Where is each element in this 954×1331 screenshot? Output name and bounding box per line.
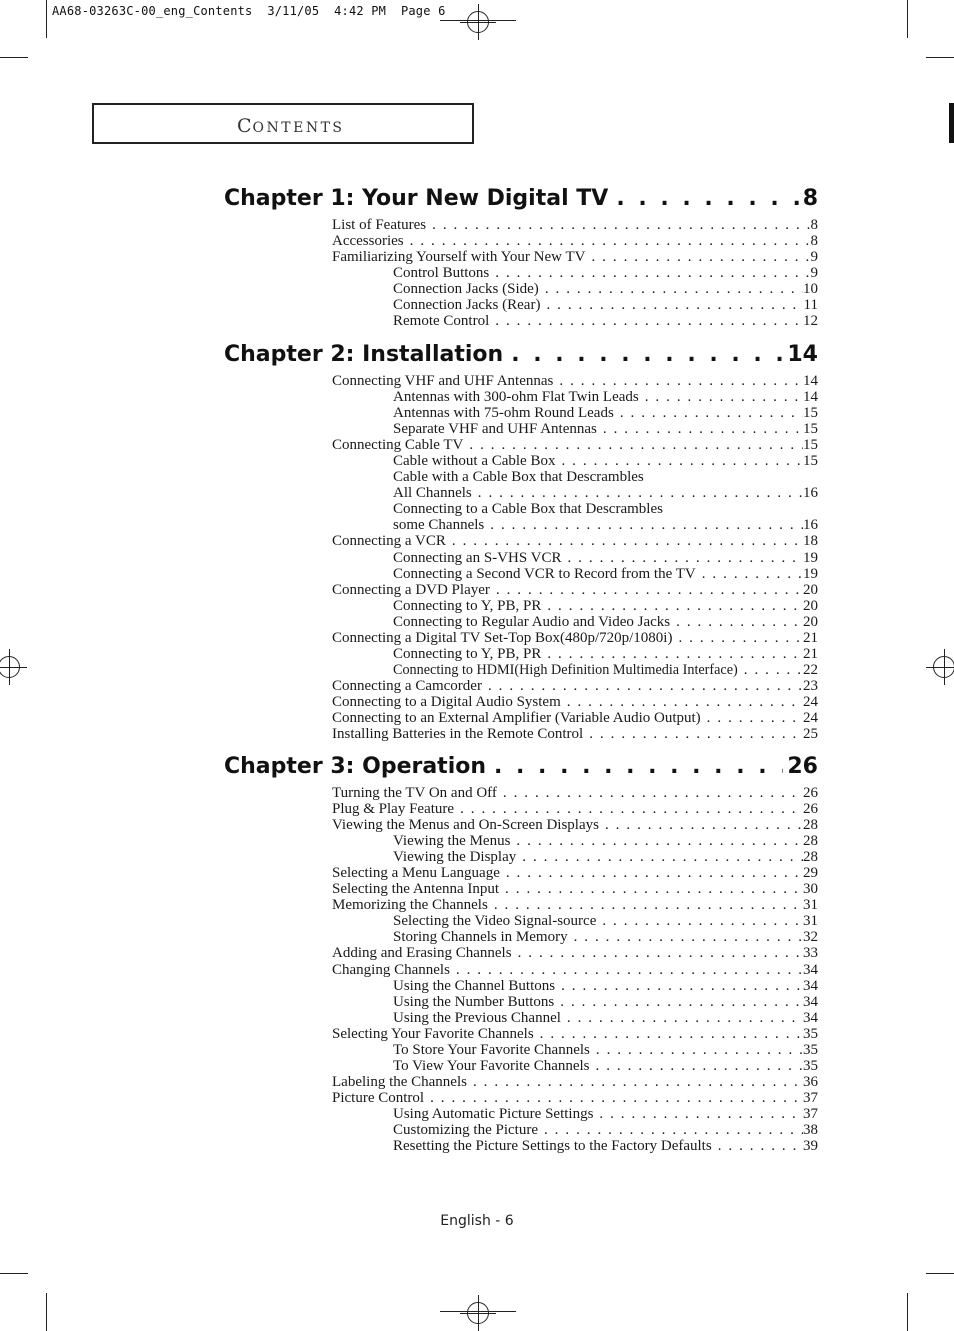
toc-entry-page: 16 <box>803 485 818 502</box>
leader-dots <box>404 233 811 249</box>
toc-entry-text: Using the Number Buttons <box>393 993 555 1010</box>
leader-dots <box>482 678 803 694</box>
toc-entry <box>332 865 818 881</box>
registration-mark-left-icon <box>0 656 20 678</box>
registration-mark-right-icon <box>933 656 954 678</box>
chapter-3-heading <box>224 754 818 780</box>
toc-entry-page: 35 <box>803 1025 818 1042</box>
toc-entry-text: Using Automatic Picture Settings <box>393 1105 594 1122</box>
chapter-page-number: 14 <box>787 342 818 367</box>
contents-header <box>237 115 345 137</box>
toc-entry <box>332 373 818 389</box>
toc-entry <box>332 881 818 897</box>
toc-entry <box>332 1026 818 1042</box>
toc-entry-page: 33 <box>803 945 818 962</box>
leader-dots <box>484 517 803 533</box>
leader-dots <box>593 1106 803 1122</box>
toc-entry-text: Selecting the Antenna Input <box>332 881 500 898</box>
toc-entry-page: 20 <box>803 581 818 598</box>
leader-dots <box>672 630 803 646</box>
toc-entry-text: Connecting to a Cable Box that Descrambles <box>393 501 663 518</box>
leader-dots <box>555 978 803 994</box>
toc-entry <box>332 962 818 978</box>
leader-dots <box>538 1122 803 1138</box>
toc-entry-page: 28 <box>803 833 818 850</box>
toc-subentry <box>332 421 818 437</box>
toc-entry-text: Storing Channels in Memory <box>393 929 568 946</box>
leader-dots <box>561 1010 803 1026</box>
toc-entry-page: 10 <box>803 281 818 298</box>
leader-dots <box>472 485 803 501</box>
leader-dots <box>670 614 803 630</box>
leader-dots <box>568 929 803 945</box>
chapter-leader-dots <box>608 186 798 212</box>
toc-entry-page: 19 <box>803 549 818 566</box>
toc-subentry <box>332 501 818 517</box>
leader-dots <box>534 1026 803 1042</box>
toc-entry <box>332 1074 818 1090</box>
leader-dots <box>499 881 803 897</box>
leader-dots <box>539 281 803 297</box>
print-slug: AA68-03263C-00_eng_Contents 3/11/05 4:42 PM Page 6 <box>52 4 446 18</box>
toc-subentry <box>332 1106 818 1122</box>
toc-entry-page: 26 <box>803 785 818 801</box>
registration-mark-top-icon <box>467 11 489 33</box>
leader-dots <box>510 833 803 849</box>
toc-entry <box>332 801 818 817</box>
toc-entry-page: 28 <box>803 817 818 834</box>
toc-entry-page: 14 <box>803 373 818 389</box>
toc-entry-text: Connecting to an External Amplifier (Variable Audio Output) <box>332 709 701 726</box>
toc-entry-text: Control Buttons <box>393 265 490 282</box>
leader-dots <box>489 265 810 281</box>
toc-entry-text: Using the Channel Buttons <box>393 977 556 994</box>
toc-entry-text: List of Features <box>332 217 427 233</box>
crop-mark-bottom-right-v <box>907 1293 908 1331</box>
toc-entry <box>332 945 818 961</box>
leader-dots <box>497 785 803 801</box>
toc-entry-text: Connecting to Regular Audio and Video Jacks <box>393 613 671 630</box>
toc-entry-text: Turning the TV On and Off <box>332 785 497 801</box>
toc-entry <box>332 582 818 598</box>
toc-subentry <box>332 1138 818 1154</box>
toc-entry-text: Connecting a DVD Player <box>332 581 490 598</box>
toc-entry-page: 16 <box>803 517 818 534</box>
leader-dots <box>516 849 803 865</box>
leader-dots <box>426 217 810 233</box>
leader-dots <box>541 646 803 662</box>
chapter-1-heading <box>224 186 818 212</box>
toc-entry-page: 29 <box>803 865 818 882</box>
toc-entry-text: Plug & Play Feature <box>332 801 455 818</box>
toc-entry-text: Selecting Your Favorite Channels <box>332 1025 534 1042</box>
toc-entry <box>332 533 818 549</box>
toc-entry-text: Antennas with 75-ohm Round Leads <box>393 405 614 422</box>
toc-entry-text: Viewing the Menus and On-Screen Displays <box>332 817 599 834</box>
toc-entry-text: Connecting an S-VHS VCR <box>393 549 562 566</box>
toc-subentry <box>332 550 818 566</box>
toc-entry-text: Cable with a Cable Box that Descrambles <box>393 469 644 486</box>
toc-entry-text: Installing Batteries in the Remote Control <box>332 726 584 743</box>
leader-dots <box>597 421 803 437</box>
toc-entry-page: 24 <box>803 709 818 726</box>
leader-dots <box>555 453 803 469</box>
toc-subentry <box>332 833 818 849</box>
chapter-2-entries <box>332 373 818 742</box>
toc-entry-text: Viewing the Display <box>393 849 517 866</box>
toc-entry-page: 38 <box>803 1121 818 1138</box>
leader-dots <box>512 945 803 961</box>
toc-subentry <box>332 1058 818 1074</box>
toc-entry-text: Connecting a Digital TV Set-Top Box(480p/720p/1080i) <box>332 629 673 646</box>
chapter-page-number: 26 <box>787 754 818 779</box>
toc-subentry <box>332 929 818 945</box>
crop-mark-top-left-v <box>46 0 47 38</box>
toc-subentry <box>332 1010 818 1026</box>
toc-entry <box>332 897 818 913</box>
toc-entry-text: Connecting to Y, PB, PR <box>393 645 542 662</box>
toc-entry-page: 12 <box>803 313 818 330</box>
toc-subentry <box>332 265 818 281</box>
toc-subentry <box>332 614 818 630</box>
toc-subentry <box>332 1042 818 1058</box>
toc-entry-page: 21 <box>803 645 818 662</box>
toc-entry-text: Connecting Cable TV <box>332 437 464 454</box>
toc-entry-page: 31 <box>803 897 818 914</box>
toc-entry-page: 35 <box>803 1057 818 1074</box>
toc-entry-page: 11 <box>803 297 818 314</box>
toc-entry-page: 32 <box>803 929 818 946</box>
leader-dots <box>599 817 803 833</box>
leader-dots <box>424 1090 803 1106</box>
chapter-3-entries <box>332 785 818 1154</box>
toc-entry-text: Resetting the Picture Settings to the Factory Defaults <box>393 1138 712 1155</box>
leader-dots <box>540 297 803 313</box>
toc-entry-text: Viewing the Menus <box>393 833 511 850</box>
toc-entry-page: 28 <box>803 849 818 866</box>
toc-entry-text: Accessories <box>332 233 404 250</box>
toc-entry-page: 26 <box>803 801 818 818</box>
toc-subentry <box>332 297 818 313</box>
leader-dots <box>488 897 803 913</box>
toc-entry-text: To Store Your Favorite Channels <box>393 1041 590 1058</box>
leader-dots <box>596 913 803 929</box>
toc-entry-page: 37 <box>803 1089 818 1106</box>
toc-subentry <box>332 598 818 614</box>
toc-subentry <box>332 849 818 865</box>
leader-dots <box>554 994 803 1010</box>
crop-mark-bottom-left-h <box>0 1273 28 1274</box>
toc-entry-text: Connecting a Camcorder <box>332 677 482 694</box>
toc-subentry <box>332 517 818 533</box>
toc-entry-text: Connecting VHF and UHF Antennas <box>332 373 554 389</box>
toc-entry-text: Connection Jacks (Side) <box>393 281 539 298</box>
leader-dots <box>590 1042 803 1058</box>
toc-subentry <box>332 389 818 405</box>
toc-entry-page: 8 <box>810 233 818 250</box>
leader-dots <box>585 249 810 265</box>
toc-entry-text: Connecting a VCR <box>332 533 446 550</box>
crop-mark-top-right-v <box>907 0 908 38</box>
toc-entry-page: 36 <box>803 1073 818 1090</box>
toc-entry <box>332 726 818 742</box>
toc-entry-text: Cable without a Cable Box <box>393 453 556 470</box>
toc-entry-text: Separate VHF and UHF Antennas <box>393 421 597 438</box>
toc-entry-text: Connecting to a Digital Audio System <box>332 693 561 710</box>
toc-entry-text: some Channels <box>393 517 485 534</box>
toc-entry-page: 34 <box>803 1009 818 1026</box>
leader-dots <box>500 865 803 881</box>
toc-subentry <box>332 994 818 1010</box>
toc-subentry <box>332 313 818 329</box>
leader-dots <box>583 726 803 742</box>
chapter-1-entries <box>332 217 818 329</box>
toc-entry-text: Remote Control <box>393 313 490 330</box>
toc-entry-text: Antennas with 300-ohm Flat Twin Leads <box>393 389 639 406</box>
toc-entry <box>332 817 818 833</box>
toc-entry-page: 19 <box>803 565 818 582</box>
toc-entry <box>332 437 818 453</box>
chapter-title: Chapter 1: Your New Digital TV <box>224 186 609 211</box>
toc-entry-text: Adding and Erasing Channels <box>332 945 512 962</box>
leader-dots <box>639 389 803 405</box>
toc-entry-text: Selecting the Video Signal-source <box>393 913 597 930</box>
toc-entry <box>332 233 818 249</box>
toc-entry-page: 9 <box>810 249 818 266</box>
toc-subentry <box>332 566 818 582</box>
leader-dots <box>454 801 803 817</box>
toc-entry-text: To View Your Favorite Channels <box>393 1057 590 1074</box>
toc-subentry <box>332 913 818 929</box>
leader-dots <box>446 533 803 549</box>
toc-entry-text: Memorizing the Channels <box>332 897 488 914</box>
leader-dots <box>701 710 803 726</box>
toc-entry <box>332 630 818 646</box>
toc-entry-page: 24 <box>803 693 818 710</box>
toc-entry-page: 20 <box>803 613 818 630</box>
toc-entry-page: 21 <box>803 629 818 646</box>
toc-entry-page: 34 <box>803 977 818 994</box>
toc-entry-page: 20 <box>803 597 818 614</box>
leader-dots <box>467 1074 803 1090</box>
leader-dots <box>712 1138 803 1154</box>
toc-entry-text: Selecting a Menu Language <box>332 865 500 882</box>
toc-entry-text: Connecting to HDMI(High Definition Multimedia Interface) <box>393 661 738 678</box>
toc-entry-page: 15 <box>803 421 818 438</box>
toc-entry-text: Customizing the Picture <box>393 1121 538 1138</box>
contents-header-box <box>92 103 474 144</box>
toc-subentry <box>332 646 818 662</box>
toc-entry-page: 15 <box>803 405 818 422</box>
toc-entry-page: 18 <box>803 533 818 550</box>
toc-entry <box>332 249 818 265</box>
toc-entry-page: 14 <box>803 389 818 406</box>
leader-dots <box>450 962 803 978</box>
chapter-leader-dots <box>486 754 783 780</box>
leader-dots <box>490 582 803 598</box>
toc-subentry <box>332 1122 818 1138</box>
crop-mark-bottom-right-h <box>926 1273 954 1274</box>
toc-entry-text: Connecting a Second VCR to Record from the TV <box>393 565 696 582</box>
toc-entry-text: Connecting to Y, PB, PR <box>393 597 542 614</box>
leader-dots <box>463 437 803 453</box>
toc-entry-page: 30 <box>803 881 818 898</box>
toc-subentry <box>332 485 818 501</box>
contents-header-initial: C <box>237 115 253 137</box>
toc-entry <box>332 1090 818 1106</box>
toc-entry-page: 15 <box>803 437 818 454</box>
toc-subentry <box>332 662 818 678</box>
toc-subentry <box>332 469 818 485</box>
toc-entry-page: 15 <box>803 453 818 470</box>
contents-header-rest: ONTENTS <box>252 120 345 136</box>
toc-entry-text: Connection Jacks (Rear) <box>393 297 541 314</box>
toc-entry <box>332 678 818 694</box>
toc-entry <box>332 785 818 801</box>
leader-dots <box>489 313 803 329</box>
leader-dots <box>553 373 803 389</box>
leader-dots <box>561 694 803 710</box>
toc-entry-text: Labeling the Channels <box>332 1073 467 1090</box>
leader-dots <box>561 550 803 566</box>
toc-subentry <box>332 978 818 994</box>
chapter-2-heading <box>224 342 818 368</box>
toc-entry-page: 31 <box>803 913 818 930</box>
toc-entry-text: Using the Previous Channel <box>393 1009 561 1026</box>
page-footer: English - 6 <box>440 1213 514 1229</box>
toc-entry-page: 8 <box>810 217 818 233</box>
page-edge-tab <box>949 103 954 143</box>
leader-dots <box>696 566 803 582</box>
chapter-leader-dots <box>503 342 783 368</box>
toc-entry-page: 35 <box>803 1041 818 1058</box>
crop-mark-bottom-left-v <box>46 1293 47 1331</box>
toc-entry-page: 9 <box>810 265 818 282</box>
toc-subentry <box>332 281 818 297</box>
leader-dots <box>541 598 803 614</box>
toc-entry-page: 37 <box>803 1105 818 1122</box>
chapter-title: Chapter 2: Installation <box>224 342 504 367</box>
toc-entry-page: 22 <box>803 661 818 678</box>
toc-entry-page: 23 <box>803 677 818 694</box>
toc-entry-text: Familiarizing Yourself with Your New TV <box>332 249 586 266</box>
chapter-title: Chapter 3: Operation <box>224 754 487 779</box>
toc-subentry <box>332 405 818 421</box>
crop-mark-top-right-h <box>926 57 954 58</box>
toc-entry-text: Changing Channels <box>332 961 450 978</box>
leader-dots <box>738 662 803 678</box>
leader-dots <box>614 405 803 421</box>
toc-entry-page: 25 <box>803 726 818 743</box>
leader-dots <box>590 1058 803 1074</box>
toc-entry-text: Picture Control <box>332 1089 425 1106</box>
toc-entry-page: 34 <box>803 961 818 978</box>
toc-subentry <box>332 453 818 469</box>
toc-entry-text: All Channels <box>393 485 472 502</box>
crop-mark-top-left-h <box>0 57 28 58</box>
toc-entry <box>332 217 818 233</box>
registration-mark-bottom-icon <box>467 1302 489 1324</box>
toc-entry-page: 39 <box>803 1138 818 1155</box>
chapter-page-number: 8 <box>802 186 818 211</box>
toc-entry-page: 34 <box>803 993 818 1010</box>
toc-entry <box>332 694 818 710</box>
toc-entry <box>332 710 818 726</box>
